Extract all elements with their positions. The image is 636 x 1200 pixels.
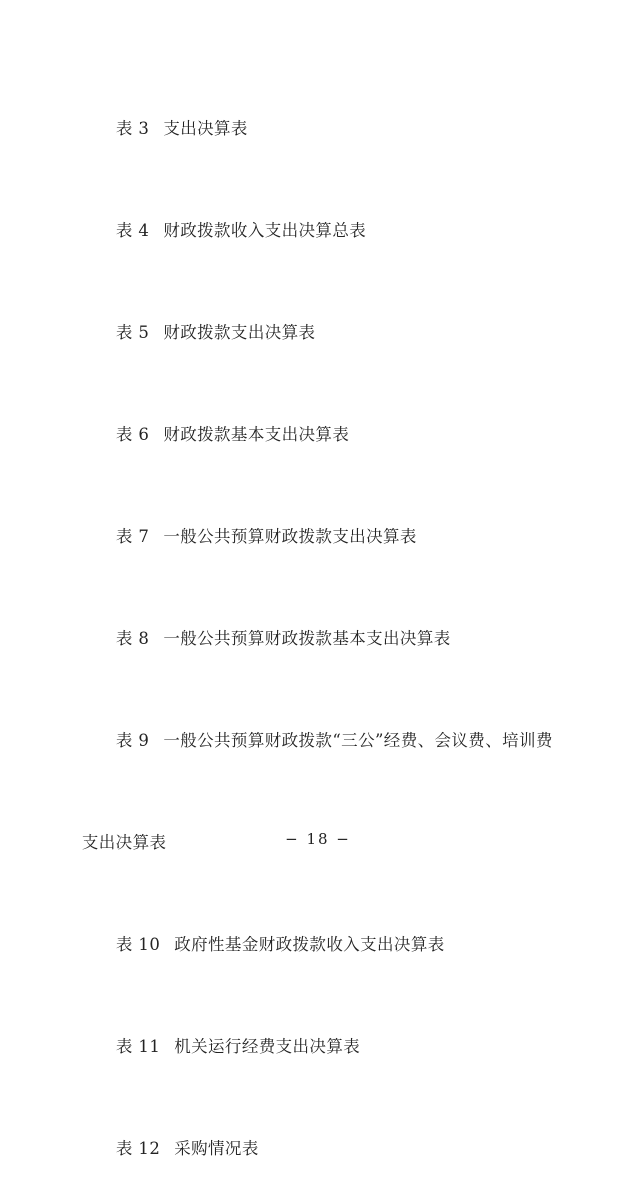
toc-entry-title: 一般公共预算财政拨款基本支出决算表 xyxy=(163,629,451,648)
toc-entry-title: 支出决算表 xyxy=(81,833,167,852)
toc-entry-title: 机关运行经费支出决算表 xyxy=(174,1037,361,1056)
toc-entry-label: 表 4 xyxy=(115,221,150,240)
toc-entry-title: 政府性基金财政拨款收入支出决算表 xyxy=(174,935,445,954)
toc-entry-label: 表 9 xyxy=(115,731,150,750)
toc-entry-label: 表 11 xyxy=(115,1037,161,1056)
toc-entry-title: 财政拨款基本支出决算表 xyxy=(163,425,350,444)
toc-entry xyxy=(82,894,554,996)
toc-entry-title: 一般公共预算财政拨款“三公”经费、会议费、培训费 xyxy=(163,731,553,750)
toc-entry xyxy=(82,1098,554,1200)
table-of-contents xyxy=(0,78,636,1200)
toc-entry-label: 表 12 xyxy=(115,1139,161,1158)
toc-entry xyxy=(82,180,554,282)
toc-entry-label: 表 10 xyxy=(115,935,161,954)
toc-entry-label: 表 7 xyxy=(115,527,150,546)
toc-entry-title: 财政拨款收入支出决算总表 xyxy=(163,221,367,240)
toc-entry-label: 表 5 xyxy=(115,323,150,342)
toc-entry-title: 财政拨款支出决算表 xyxy=(163,323,316,342)
toc-entry-title: 采购情况表 xyxy=(174,1139,259,1158)
toc-entry-label: 表 3 xyxy=(115,119,150,138)
toc-entry-label: 表 8 xyxy=(115,629,150,648)
toc-entry xyxy=(82,996,554,1098)
toc-entry xyxy=(82,588,554,690)
toc-entry xyxy=(82,384,554,486)
toc-entry-label: 表 6 xyxy=(115,425,150,444)
page-number: − 18 − xyxy=(285,830,351,848)
toc-entry-title: 支出决算表 xyxy=(163,119,248,138)
toc-entry xyxy=(82,78,554,180)
toc-entry xyxy=(82,690,554,792)
toc-entry xyxy=(82,486,554,588)
toc-entry-title: 一般公共预算财政拨款支出决算表 xyxy=(163,527,417,546)
toc-entry xyxy=(82,282,554,384)
